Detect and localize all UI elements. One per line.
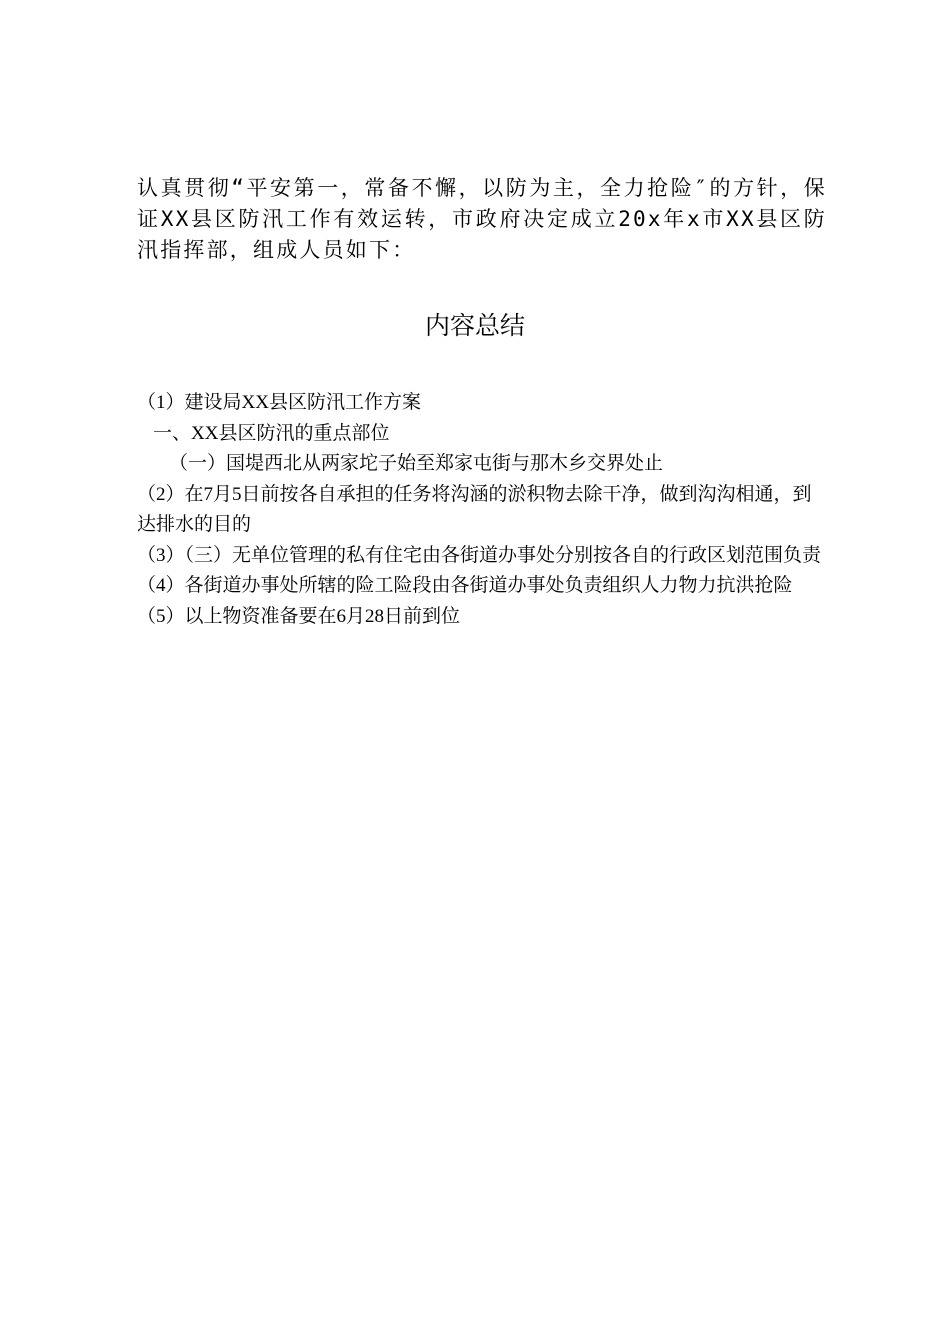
summary-title: 内容总结 [424, 311, 525, 340]
summary-item: （5）以上物资准备要在6月28日前到位 [137, 605, 461, 627]
summary-item: （一）国堤西北从两家坨子始至郑家屯街与那木乡交界处止 [169, 453, 664, 474]
summary-item: 一、XX县区防汛的重点部位 [153, 422, 390, 444]
summary-item: （2）在7月5日前按各自承担的任务将沟涵的淤积物去除干净，做到沟沟相通，到达排水的目的 [137, 483, 812, 535]
summary-list [137, 388, 827, 632]
summary-item: （4）各街道办事处所辖的险工险段由各街道办事处负责组织人力物力抗洪抢险 [137, 575, 793, 596]
intro-paragraph: 认真贯彻“平安第一，常备不懈，以防为主，全力抢险″的方针，保证XX县区防汛工作有效运转，市政府决定成立20x年x市XX县区防汛指挥部，组成人员如下： [137, 176, 827, 262]
summary-item: （1）建设局XX县区防汛工作方案 [137, 392, 421, 413]
summary-item: （3）（三）无单位管理的私有住宅由各街道办事处分别按各自的行政区划范围负责 [137, 544, 822, 566]
